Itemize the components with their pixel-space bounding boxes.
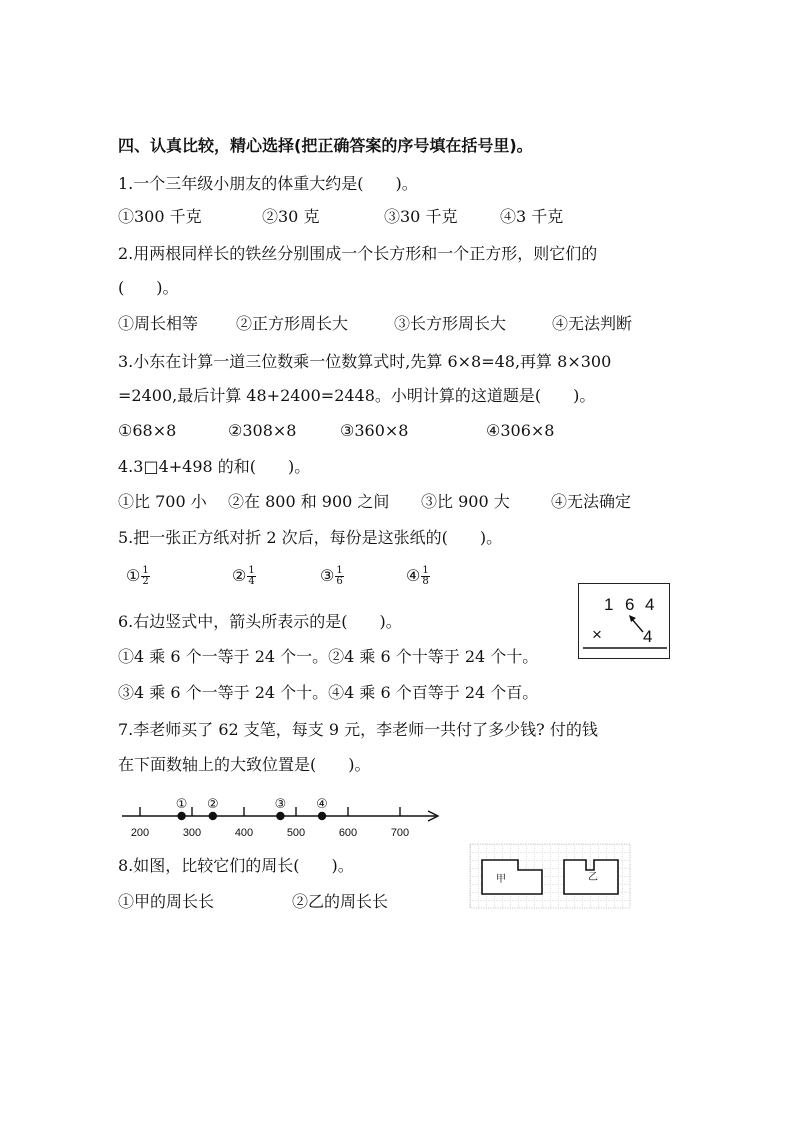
number-line-tick-label: 500 xyxy=(286,827,306,839)
q5-stem: 5.把一张正方纸对折 2 次后，每份是这张纸的( )。 xyxy=(118,528,503,547)
number-line-tick-label: 300 xyxy=(182,827,202,839)
q2-option-3[interactable]: ③长方形周长大 xyxy=(394,314,507,333)
number-line-point-4[interactable] xyxy=(318,812,326,820)
q3-option-2[interactable]: ②308×8 xyxy=(228,421,297,440)
q5-option-1-fraction xyxy=(141,566,149,587)
fraction-denominator: 4 xyxy=(248,576,255,587)
q1-option-4[interactable]: ④3 千克 xyxy=(500,207,564,226)
q2-stem-line2: ( )。 xyxy=(118,278,179,297)
q5-option-2-fraction xyxy=(247,566,255,587)
multiply-operator: × xyxy=(592,625,602,644)
q4-option-1[interactable]: ①比 700 小 xyxy=(118,492,207,511)
q1-option-1[interactable]: ①300 千克 xyxy=(118,207,202,226)
top-digit-tens: 6 xyxy=(625,595,635,614)
q4-option-2[interactable]: ②在 800 和 900 之间 xyxy=(228,492,390,511)
q3-option-1[interactable]: ①68×8 xyxy=(118,421,177,440)
section-title: 四、认真比较，精心选择(把正确答案的序号填在括号里)。 xyxy=(118,136,533,155)
number-line-point-1[interactable] xyxy=(177,812,185,820)
q4-option-4[interactable]: ④无法确定 xyxy=(551,492,632,511)
q1-option-2[interactable]: ②30 克 xyxy=(262,207,320,226)
q5-option-4[interactable] xyxy=(406,566,430,587)
q3-stem-line1: 3.小东在计算一道三位数乘一位数算式时,先算 6×8=48,再算 8×300 xyxy=(118,352,612,371)
q8-option-1[interactable]: ①甲的周长长 xyxy=(118,892,215,911)
q1-option-3[interactable]: ③30 千克 xyxy=(384,207,458,226)
number-line-tick-label: 600 xyxy=(338,827,358,839)
q3-option-3[interactable]: ③360×8 xyxy=(340,421,409,440)
vertical-multiplication-figure xyxy=(578,583,670,659)
q8-stem: 8.如图，比较它们的周长( )。 xyxy=(118,856,354,875)
number-line-point-label-1: ① xyxy=(175,797,188,812)
number-line xyxy=(118,788,448,848)
fraction-numerator: 1 xyxy=(336,565,343,576)
q2-option-2[interactable]: ②正方形周长大 xyxy=(236,314,349,333)
fraction-numerator: 1 xyxy=(248,565,255,576)
q5-option-3-mark: ③ xyxy=(320,566,335,585)
q6-options-line1[interactable]: ①4 乘 6 个一等于 24 个一。②4 乘 6 个十等于 24 个十。 xyxy=(118,647,539,666)
q3-option-4[interactable]: ④306×8 xyxy=(486,421,555,440)
q5-option-4-fraction xyxy=(421,566,429,587)
fraction-denominator: 2 xyxy=(142,576,149,587)
number-line-point-2[interactable] xyxy=(209,812,217,820)
multiplication-svg xyxy=(579,584,671,660)
q7-stem-line1: 7.李老师买了 62 支笔，每支 9 元，李老师一共付了多少钱? 付的钱 xyxy=(118,720,598,739)
q5-option-1[interactable] xyxy=(126,566,150,587)
number-line-tick-label: 700 xyxy=(390,827,410,839)
shape-jia-label: 甲 xyxy=(496,874,506,885)
multiplier-digit: 4 xyxy=(643,627,653,646)
perimeter-shapes-figure xyxy=(470,844,630,908)
q2-option-1[interactable]: ①周长相等 xyxy=(118,314,199,333)
number-line-point-label-4: ④ xyxy=(316,797,328,812)
q8-option-2[interactable]: ②乙的周长长 xyxy=(292,892,389,911)
q2-option-4[interactable]: ④无法判断 xyxy=(552,314,633,333)
q5-option-2[interactable] xyxy=(232,566,256,587)
arrow-head-icon xyxy=(629,615,636,622)
q5-option-1-mark: ① xyxy=(126,566,141,585)
number-line-point-3[interactable] xyxy=(276,812,284,820)
fraction-denominator: 8 xyxy=(422,576,429,587)
q5-option-4-mark: ④ xyxy=(406,566,421,585)
top-digit-ones: 4 xyxy=(645,595,655,614)
q4-option-3[interactable]: ③比 900 大 xyxy=(421,492,510,511)
number-line-tick-label: 200 xyxy=(130,827,150,839)
q5-option-2-mark: ② xyxy=(232,566,247,585)
q4-stem: 4.3□4+498 的和( )。 xyxy=(118,457,311,476)
fraction-denominator: 6 xyxy=(336,576,343,587)
q3-stem-line2: =2400,最后计算 48+2400=2448。小明计算的这道题是( )。 xyxy=(118,386,596,405)
fraction-numerator: 1 xyxy=(142,565,149,576)
q6-options-line2[interactable]: ③4 乘 6 个一等于 24 个十。④4 乘 6 个百等于 24 个百。 xyxy=(118,683,539,702)
number-line-tick-label: 400 xyxy=(234,827,254,839)
fraction-numerator: 1 xyxy=(422,565,429,576)
number-line-point-label-2: ② xyxy=(206,797,219,812)
q2-stem-line1: 2.用两根同样长的铁丝分别围成一个长方形和一个正方形，则它们的 xyxy=(118,244,598,263)
top-digit-hundreds: 1 xyxy=(604,595,614,614)
q6-stem: 6.右边竖式中，箭头所表示的是( )。 xyxy=(118,612,402,631)
number-line-point-label-3: ③ xyxy=(274,797,287,812)
q1-stem: 1.一个三年级小朋友的体重大约是( )。 xyxy=(118,174,418,193)
q5-option-3[interactable] xyxy=(320,566,344,587)
q7-stem-line2: 在下面数轴上的大致位置是( )。 xyxy=(118,755,371,774)
shape-yi-label: 乙 xyxy=(588,872,598,883)
q5-option-3-fraction xyxy=(335,566,343,587)
